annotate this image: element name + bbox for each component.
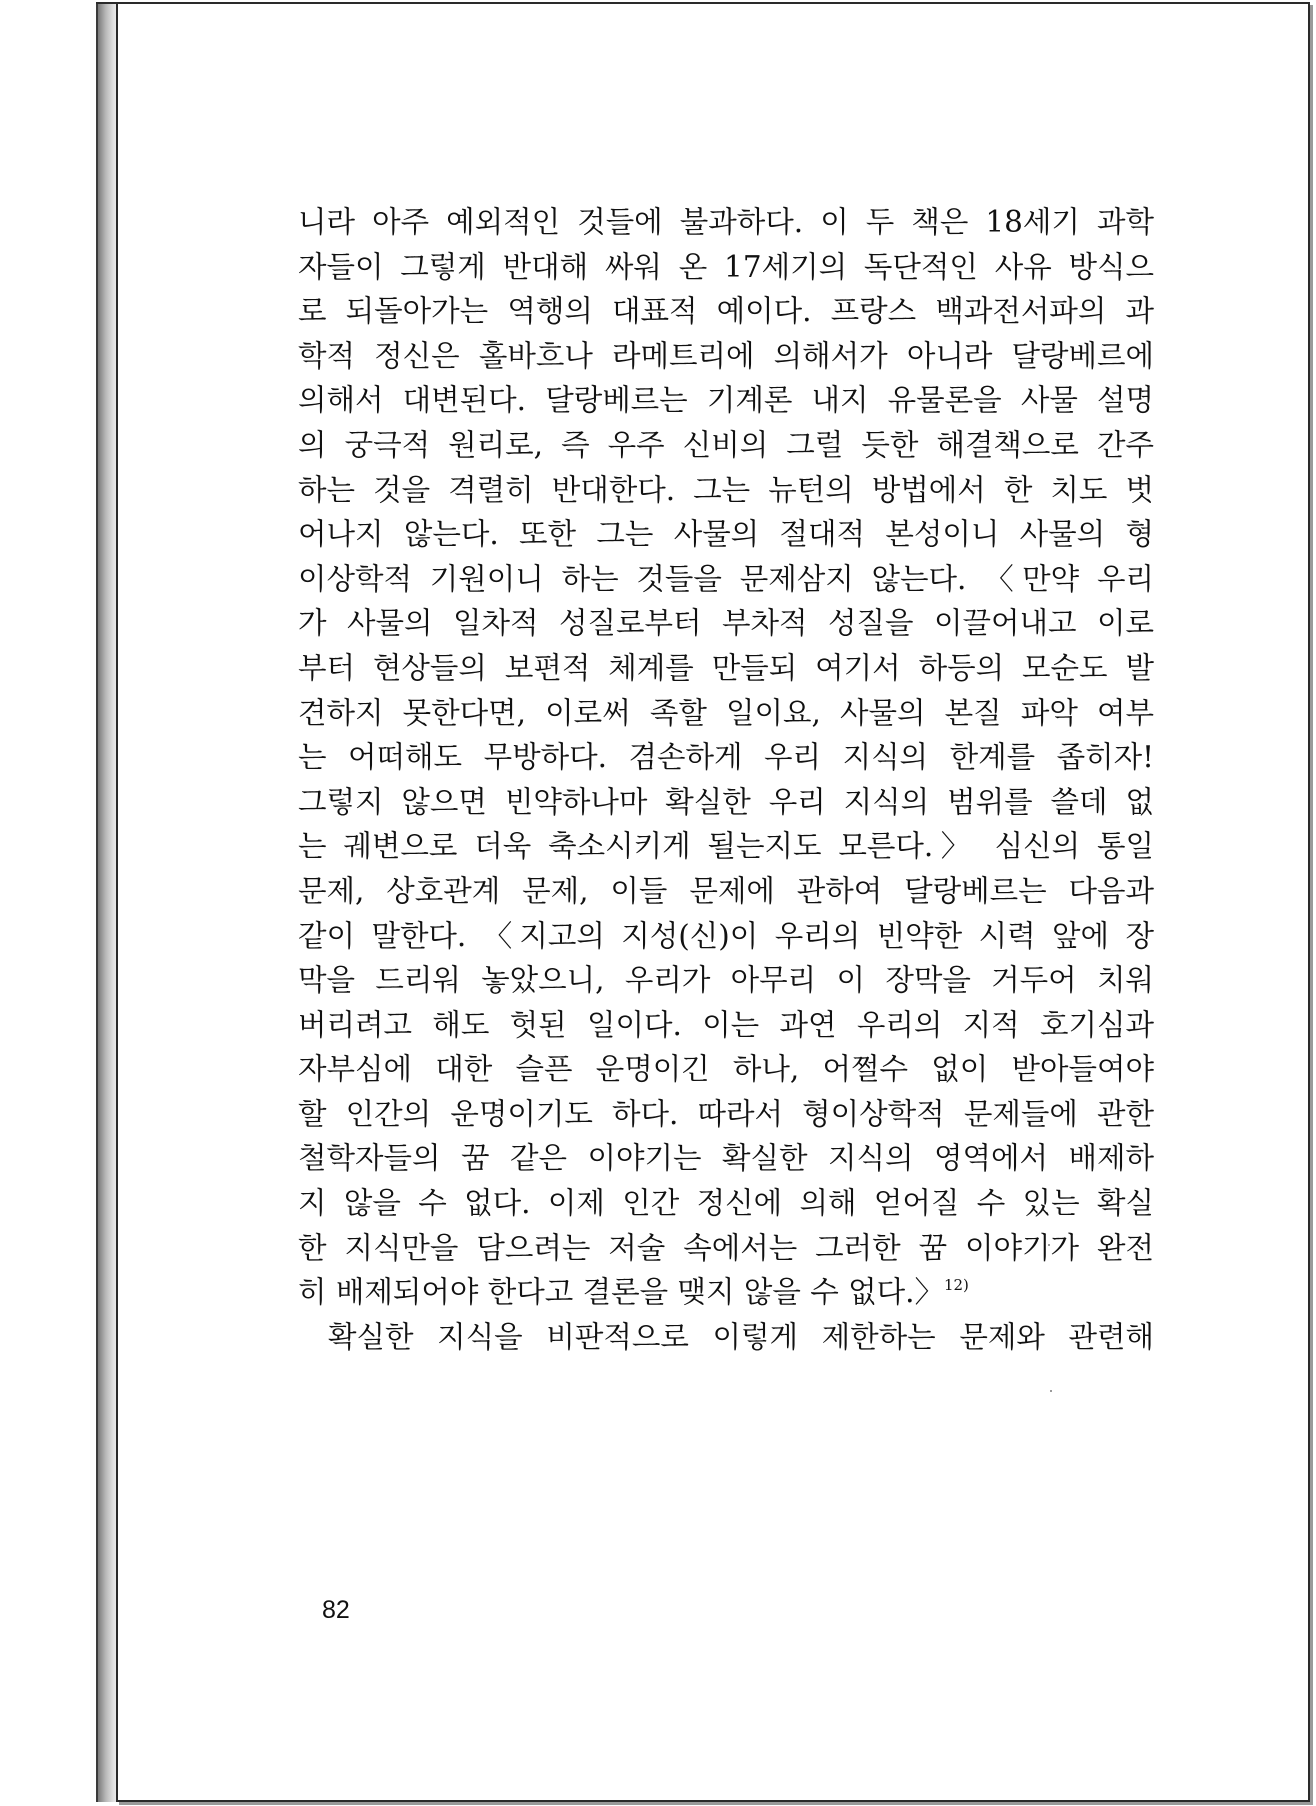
text-line: 로 되돌아가는 역행의 대표적 예이다. 프랑스 백과전서파의 과 bbox=[298, 294, 1154, 329]
text-line: 가 사물의 일차적 성질로부터 부차적 성질을 이끌어내고 이로 bbox=[298, 606, 1154, 641]
text-line: 문제, 상호관계 문제, 이들 문제에 관하여 달랑베르는 다음과 bbox=[298, 873, 1154, 908]
text-line: 의 궁극적 원리로, 즉 우주 신비의 그럴 듯한 해결책으로 간주 bbox=[298, 427, 1154, 462]
text-line: 학적 정신은 홀바흐나 라메트리에 의해서가 아니라 달랑베르에 bbox=[298, 338, 1154, 373]
text-line: 니라 아주 예외적인 것들에 불과하다. 이 두 책은 18세기 과학 bbox=[298, 205, 1154, 239]
quote-end-text: 히 배제되어야 한다고 결론을 맺지 않을 수 없다.〉 bbox=[298, 1275, 944, 1310]
text-line-quote-end bbox=[298, 1270, 1154, 1315]
body-text bbox=[298, 200, 1154, 1359]
text-line: 이상학적 기원이니 하는 것들을 문제삼지 않는다. 〈만약 우리 bbox=[298, 561, 1154, 596]
text-line: 는 궤변으로 더욱 축소시키게 될는지도 모른다.〉 심신의 통일 bbox=[298, 829, 1154, 864]
page-number: 82 bbox=[322, 1596, 350, 1624]
footnote-reference: 12) bbox=[943, 1276, 969, 1295]
text-line: 자들이 그렇게 반대해 싸워 온 17세기의 독단적인 사유 방식으 bbox=[298, 249, 1154, 284]
text-line: 할 인간의 운명이기도 하다. 따라서 형이상학적 문제들에 관한 bbox=[298, 1096, 1154, 1131]
text-line: 어나지 않는다. 또한 그는 사물의 절대적 본성이니 사물의 형 bbox=[298, 517, 1154, 552]
text-line: 견하지 못한다면, 이로써 족할 일이요, 사물의 본질 파악 여부 bbox=[298, 695, 1154, 730]
text-line: 버리려고 해도 헛된 일이다. 이는 과연 우리의 지적 호기심과 bbox=[298, 1007, 1154, 1042]
text-line: 그렇지 않으면 빈약하나마 확실한 우리 지식의 범위를 쓸데 없 bbox=[298, 784, 1154, 819]
text-line: 하는 것을 격렬히 반대한다. 그는 뉴턴의 방법에서 한 치도 벗 bbox=[298, 472, 1154, 507]
scan-speck bbox=[1050, 1390, 1052, 1392]
text-line: 막을 드리워 놓았으니, 우리가 아무리 이 장막을 거두어 치워 bbox=[298, 963, 1154, 998]
text-line: 의해서 대변된다. 달랑베르는 기계론 내지 유물론을 사물 설명 bbox=[298, 383, 1154, 418]
paragraph-start-line: 확실한 지식을 비판적으로 이렇게 제한하는 문제와 관련해 bbox=[328, 1319, 1154, 1354]
text-line: 철학자들의 꿈 같은 이야기는 확실한 지식의 영역에서 배제하 bbox=[298, 1141, 1154, 1176]
text-line: 지 않을 수 없다. 이제 인간 정신에 의해 얻어질 수 있는 확실 bbox=[298, 1186, 1154, 1221]
text-line: 같이 말한다. 〈지고의 지성(신)이 우리의 빈약한 시력 앞에 장 bbox=[298, 918, 1154, 953]
text-line: 한 지식만을 담으려는 저술 속에서는 그러한 꿈 이야기가 완전 bbox=[298, 1230, 1154, 1265]
text-line: 부터 현상들의 보편적 체계를 만들되 여기서 하등의 모순도 발 bbox=[298, 650, 1154, 685]
text-line: 는 어떠해도 무방하다. 겸손하게 우리 지식의 한계를 좁히자! bbox=[298, 740, 1154, 775]
text-line: 자부심에 대한 슬픈 운명이긴 하나, 어쩔수 없이 받아들여야 bbox=[298, 1052, 1154, 1087]
